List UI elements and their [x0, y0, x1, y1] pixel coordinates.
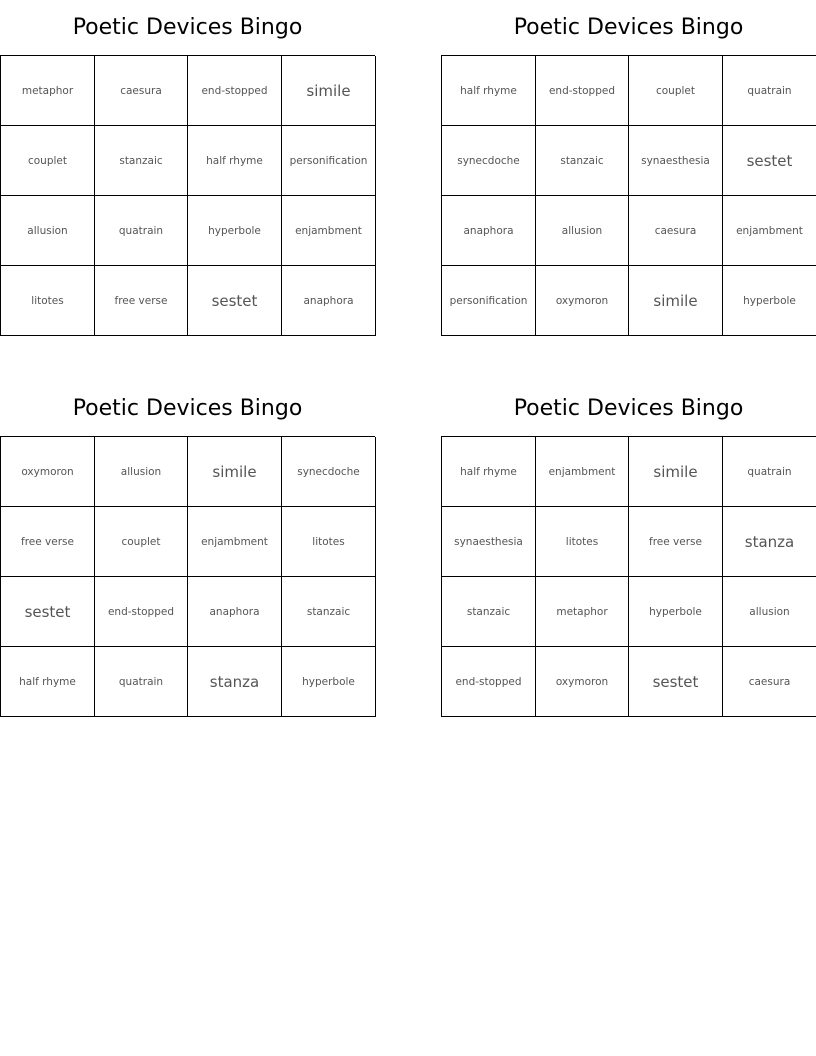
bingo-cell: hyperbole [629, 577, 723, 647]
bingo-cell: litotes [282, 507, 376, 577]
card-title: Poetic Devices Bingo [513, 396, 744, 421]
bingo-card-2 [441, 0, 816, 336]
bingo-cell: synecdoche [282, 437, 376, 507]
bingo-cell: oxymoron [536, 266, 629, 336]
bingo-cell: anaphora [442, 196, 536, 266]
bingo-card-4 [441, 381, 816, 717]
bingo-grid [441, 55, 816, 336]
bingo-cell: caesura [95, 56, 188, 126]
bingo-cell: end-stopped [95, 577, 188, 647]
bingo-cell: couplet [629, 56, 723, 126]
bingo-cell: end-stopped [536, 56, 629, 126]
bingo-cell: simile [282, 56, 376, 126]
bingo-card-3 [0, 381, 375, 717]
bingo-cell: half rhyme [188, 126, 282, 196]
bingo-cell: stanzaic [442, 577, 536, 647]
bingo-grid [0, 436, 375, 717]
bingo-cell: allusion [536, 196, 629, 266]
bingo-cell: hyperbole [282, 647, 376, 717]
bingo-cell: quatrain [95, 196, 188, 266]
bingo-cell: litotes [1, 266, 95, 336]
bingo-cell: stanzaic [536, 126, 629, 196]
bingo-cell: free verse [629, 507, 723, 577]
bingo-cell: end-stopped [442, 647, 536, 717]
bingo-cell: half rhyme [442, 56, 536, 126]
card-title: Poetic Devices Bingo [72, 396, 303, 421]
bingo-cell: allusion [723, 577, 816, 647]
bingo-cell: quatrain [723, 437, 816, 507]
bingo-cell: litotes [536, 507, 629, 577]
bingo-cell: half rhyme [1, 647, 95, 717]
bingo-cell: stanzaic [282, 577, 376, 647]
bingo-cell: stanza [723, 507, 816, 577]
bingo-cell: metaphor [1, 56, 95, 126]
bingo-cell: allusion [1, 196, 95, 266]
bingo-cell: couplet [1, 126, 95, 196]
bingo-cell: sestet [1, 577, 95, 647]
bingo-cell: enjambment [282, 196, 376, 266]
bingo-cell: oxymoron [536, 647, 629, 717]
bingo-cell: caesura [629, 196, 723, 266]
card-title: Poetic Devices Bingo [72, 15, 303, 40]
bingo-cell: end-stopped [188, 56, 282, 126]
bingo-cell: enjambment [188, 507, 282, 577]
bingo-cell: sestet [188, 266, 282, 336]
bingo-cell: quatrain [723, 56, 816, 126]
bingo-cell: personification [282, 126, 376, 196]
bingo-cell: enjambment [536, 437, 629, 507]
bingo-cell: metaphor [536, 577, 629, 647]
bingo-cell: synecdoche [442, 126, 536, 196]
bingo-cell: free verse [95, 266, 188, 336]
bingo-cell: anaphora [282, 266, 376, 336]
bingo-cell: half rhyme [442, 437, 536, 507]
bingo-cell: stanzaic [95, 126, 188, 196]
card-title: Poetic Devices Bingo [513, 15, 744, 40]
bingo-cell: personification [442, 266, 536, 336]
bingo-cell: allusion [95, 437, 188, 507]
bingo-cell: free verse [1, 507, 95, 577]
bingo-grid [441, 436, 816, 717]
bingo-cell: simile [188, 437, 282, 507]
bingo-cell: oxymoron [1, 437, 95, 507]
bingo-cell: hyperbole [188, 196, 282, 266]
bingo-cell: synaesthesia [629, 126, 723, 196]
bingo-cell: sestet [629, 647, 723, 717]
bingo-card-1 [0, 0, 375, 336]
bingo-grid [0, 55, 375, 336]
bingo-cell: simile [629, 266, 723, 336]
bingo-cell: caesura [723, 647, 816, 717]
bingo-cell: simile [629, 437, 723, 507]
bingo-cell: quatrain [95, 647, 188, 717]
bingo-cell: anaphora [188, 577, 282, 647]
bingo-cell: hyperbole [723, 266, 816, 336]
bingo-cell: synaesthesia [442, 507, 536, 577]
bingo-cell: couplet [95, 507, 188, 577]
bingo-cell: stanza [188, 647, 282, 717]
bingo-cell: enjambment [723, 196, 816, 266]
bingo-cell: sestet [723, 126, 816, 196]
